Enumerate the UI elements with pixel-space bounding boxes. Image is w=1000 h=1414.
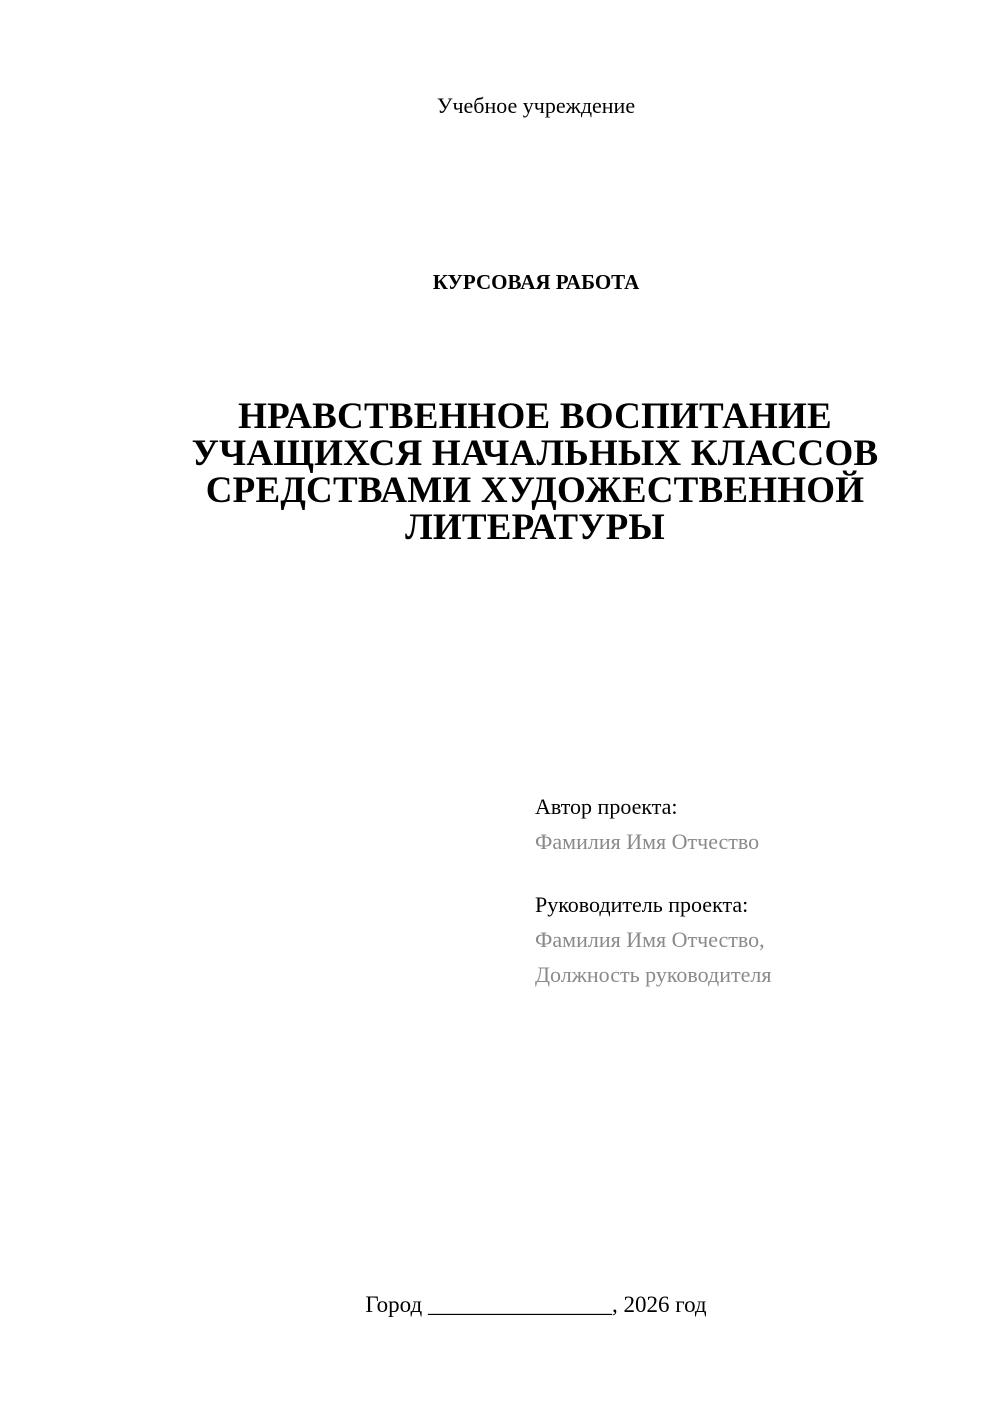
project-credits: [535, 789, 975, 992]
city-year-line: Город ________________, 2026 год: [365, 1292, 707, 1317]
institution-name: Учебное учреждение: [436, 93, 636, 118]
supervisor-label: Руководитель проекта:: [535, 892, 749, 917]
author-name: Фамилия Имя Отчество: [535, 829, 760, 854]
author-label: Автор проекта:: [535, 794, 678, 819]
work-type-heading: КУРСОВАЯ РАБОТА: [432, 270, 640, 294]
work-title-line: СРЕДСТВАМИ ХУДОЖЕСТВЕННОЙ: [205, 470, 865, 511]
work-title-line: ЛИТЕРАТУРЫ: [405, 507, 665, 548]
credits-spacer: [535, 859, 975, 887]
supervisor-position: Должность руководителя: [535, 962, 772, 987]
work-title-line: УЧАЩИХСЯ НАЧАЛЬНЫХ КЛАССОВ: [191, 433, 879, 474]
work-title-line: НРАВСТВЕННОЕ ВОСПИТАНИЕ: [238, 396, 832, 437]
supervisor-name: Фамилия Имя Отчество,: [535, 927, 765, 952]
work-title: [120, 398, 950, 546]
